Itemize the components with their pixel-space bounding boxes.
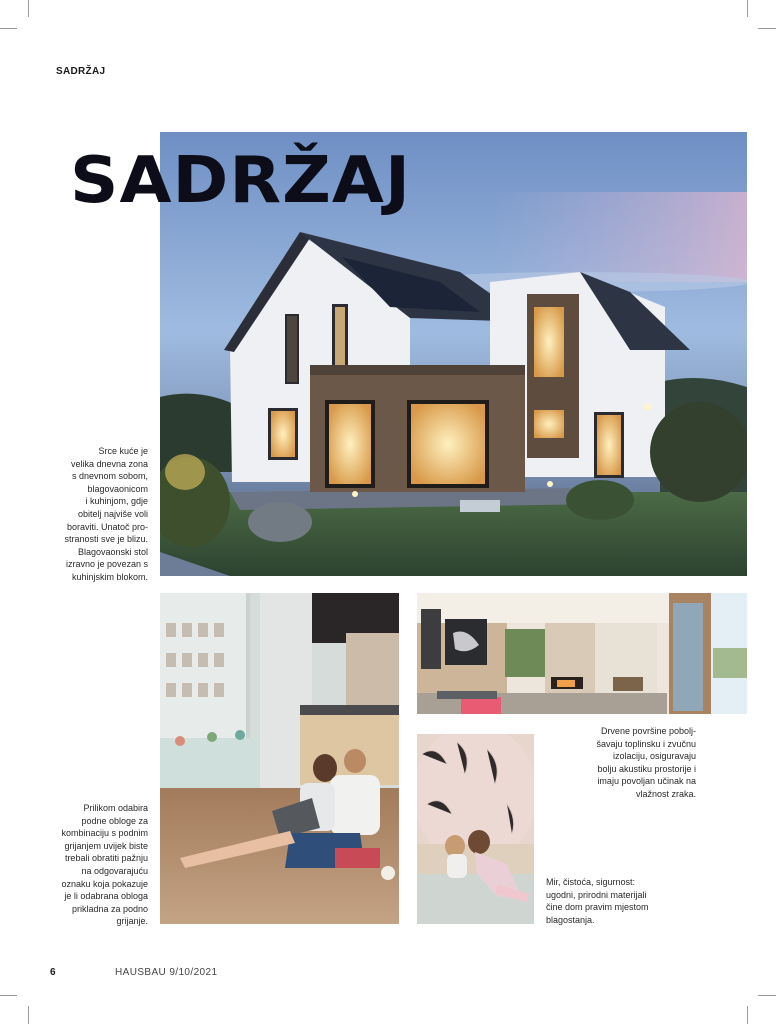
caption-line: izolaciju, osiguravaju (612, 751, 696, 762)
caption-line: s dnevnom sobom, (71, 471, 148, 482)
section-label: SADRŽAJ (56, 66, 106, 77)
caption-line: grijanje. (116, 916, 148, 927)
caption-line: Blagovaonski stol (77, 546, 148, 557)
caption-line: kombinaciju s podnim (61, 828, 148, 839)
caption-line: blagovaonicom (87, 483, 148, 494)
crop-mark (0, 28, 17, 29)
crop-mark (0, 995, 17, 996)
caption-line: Prilikom odabira (83, 803, 148, 813)
caption-line: na odgovarajuću (81, 865, 148, 876)
caption-line: grijanjem uvijek biste (64, 840, 148, 851)
couple-floor-heating-photo (160, 593, 399, 924)
caption-floor-heating (56, 802, 148, 928)
caption-line: ugodni, prirodni materijali (546, 889, 647, 900)
caption-line: stranosti sve je blizu. (64, 534, 148, 545)
crop-mark (758, 995, 776, 996)
magazine-issue: HAUSBAU 9/10/2021 (115, 967, 218, 978)
crop-mark (747, 0, 748, 17)
caption-line: Drvene površine pobolj- (600, 726, 696, 736)
crop-mark (28, 1006, 29, 1024)
page-number: 6 (50, 967, 56, 978)
crop-mark (747, 1006, 748, 1024)
crop-mark (28, 0, 29, 17)
caption-line: obitelj najviše voli (77, 508, 148, 519)
caption-wood-surfaces (560, 725, 696, 801)
caption-line: kuhinjskim blokom. (71, 571, 148, 582)
page-title: SADRŽAJ (70, 144, 412, 218)
caption-line: šavaju toplinsku i zvučnu (596, 738, 696, 749)
caption-line: boraviti. Unatoč pro- (66, 521, 148, 532)
caption-line: oznaku koja pokazuje (61, 878, 148, 889)
caption-line: je li odabrana obloga (64, 891, 148, 902)
caption-line: Srce kuće je (98, 446, 148, 456)
caption-line: trebali obratiti pažnju (64, 853, 148, 864)
caption-peace (546, 876, 676, 926)
caption-line: blagostanja. (546, 914, 595, 925)
caption-living-zone (56, 445, 148, 584)
caption-line: imaju povoljan učinak na (597, 776, 696, 787)
interior-fireplace-photo (417, 593, 747, 714)
caption-line: Mir, čistoća, sigurnost: (546, 877, 636, 887)
caption-line: podne obloge za (81, 815, 148, 826)
caption-line: izravno je povezan s (65, 559, 148, 570)
caption-line: vlažnost zraka. (635, 788, 696, 799)
crop-mark (758, 28, 776, 29)
caption-line: bolju akustiku prostorije i (597, 763, 696, 774)
caption-line: velika dnevna zona (70, 458, 148, 469)
caption-line: i kuhinjom, gdje (85, 496, 148, 507)
caption-line: čine dom pravim mjestom (546, 902, 649, 913)
caption-line: prikladna za podno (71, 903, 148, 914)
mother-child-rug-photo (417, 734, 534, 924)
